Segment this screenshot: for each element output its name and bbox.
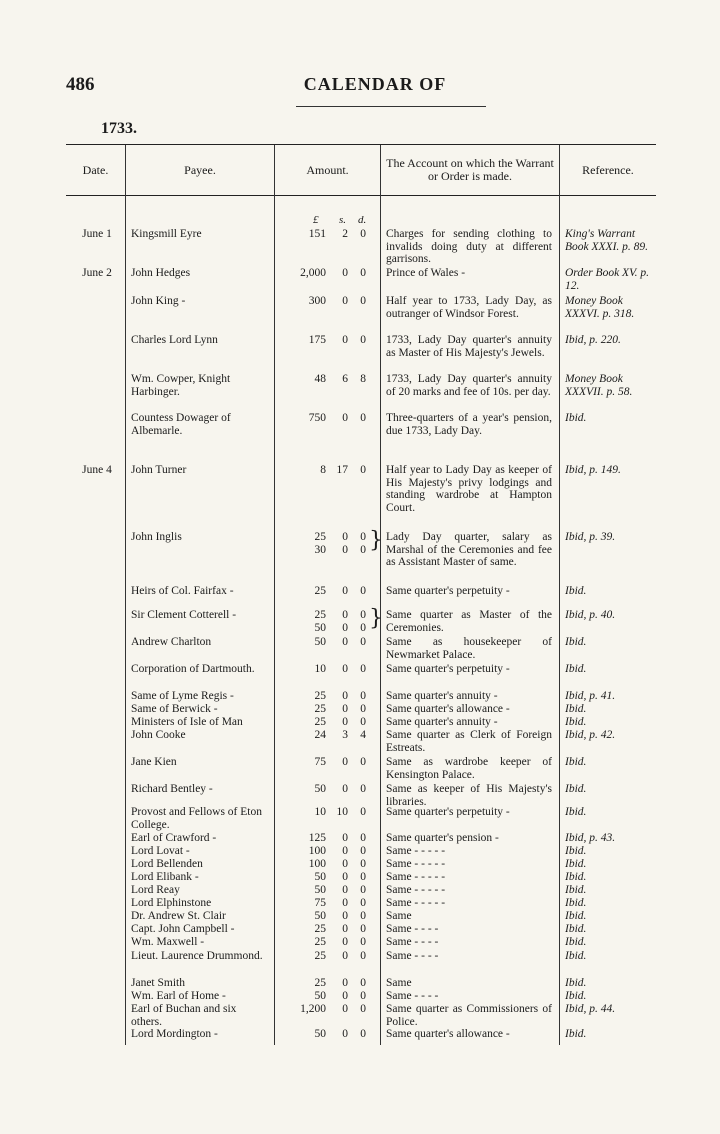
- amount-pence: 0: [360, 334, 366, 346]
- entry-amount: [284, 609, 370, 634]
- entry-amount: [284, 295, 370, 308]
- amount-second-line: 30: [314, 543, 326, 556]
- amount-pence: 0: [360, 990, 366, 1002]
- amount-pence: 0: [360, 716, 366, 728]
- entry-amount: [284, 1003, 370, 1016]
- column-header-amount: Amount.: [306, 162, 349, 177]
- entry-payee: Corporation of Dartmouth.: [131, 663, 255, 675]
- amount-pounds: 1,200: [300, 1003, 326, 1015]
- amount-shillings: 0: [342, 897, 348, 909]
- entry-account: Same: [386, 910, 412, 922]
- entry-account: Same quarter's allowance -: [386, 703, 510, 715]
- amount-pence: 0: [360, 690, 366, 702]
- amount-shillings: 3: [342, 729, 348, 741]
- amount-pence: 0: [360, 950, 366, 962]
- table-header-rule: [66, 195, 656, 196]
- amount-pounds: 8: [320, 464, 326, 476]
- entry-reference: Ibid.: [565, 858, 587, 870]
- entry-account: Prince of Wales -: [386, 267, 466, 279]
- amount-pence: 0: [360, 636, 366, 648]
- amount-pence: 0: [360, 609, 366, 621]
- amount-pounds: 25: [314, 977, 326, 989]
- entry-payee: Same of Lyme Regis -: [131, 690, 234, 702]
- amount-shillings: 0: [342, 990, 348, 1002]
- amount-pence: 0: [360, 1028, 366, 1040]
- amount-shillings: 0: [342, 690, 348, 702]
- page-number: 486: [66, 74, 95, 95]
- entry-amount: [284, 373, 370, 386]
- amount-pounds: 25: [314, 703, 326, 715]
- amount-pence: 0: [360, 832, 366, 844]
- entry-payee: Countess Dowager of Albemarle.: [131, 412, 231, 437]
- entry-account: Same quarter's perpetuity -: [386, 806, 510, 818]
- amount-pence: 0: [360, 923, 366, 935]
- entry-payee: Same of Berwick -: [131, 703, 218, 715]
- entry-reference: Ibid.: [565, 884, 587, 896]
- entry-amount: [284, 531, 370, 556]
- currency-pence: d.: [358, 214, 367, 226]
- currency-shillings: s.: [339, 214, 347, 226]
- entry-account: Same quarter's annuity -: [386, 690, 498, 702]
- entry-payee: Kingsmill Eyre: [131, 228, 202, 240]
- amount-shillings: 0: [342, 663, 348, 675]
- entry-account: Same quarter's annuity -: [386, 716, 498, 728]
- amount-shillings: 0: [342, 936, 348, 948]
- amount-second-line: 0: [360, 543, 366, 556]
- entry-payee: Lieut. Laurence Drummond.: [131, 950, 263, 962]
- amount-pence: 0: [360, 977, 366, 989]
- amount-shillings: 0: [342, 609, 348, 621]
- column-divider: [559, 145, 560, 1045]
- amount-shillings: 2: [342, 228, 348, 240]
- amount-pounds: 25: [314, 690, 326, 702]
- amount-pounds: 2,000: [300, 267, 326, 279]
- entry-reference: Ibid.: [565, 756, 587, 768]
- amount-pence: 0: [360, 897, 366, 909]
- entry-amount: [284, 923, 370, 936]
- entry-account: Same quarter's perpetuity -: [386, 585, 510, 597]
- amount-pounds: 25: [314, 609, 326, 621]
- amount-shillings: 0: [342, 585, 348, 597]
- entry-reference: Ibid, p. 149.: [565, 464, 621, 476]
- amount-pence: 0: [360, 585, 366, 597]
- entry-account: Same: [386, 977, 412, 989]
- entry-payee: Wm. Earl of Home -: [131, 990, 226, 1002]
- entry-payee: Wm. Cowper, Knight Harbinger.: [131, 373, 231, 398]
- entry-reference: Ibid.: [565, 990, 587, 1002]
- entry-payee: Wm. Maxwell -: [131, 936, 205, 948]
- amount-shillings: 0: [342, 1028, 348, 1040]
- amount-pounds: 50: [314, 1028, 326, 1040]
- entry-account: Same - - - - -: [386, 858, 446, 870]
- amount-shillings: 0: [342, 334, 348, 346]
- amount-pounds: 50: [314, 884, 326, 896]
- entry-payee: John Cooke: [131, 729, 186, 741]
- amount-shillings: 0: [342, 1003, 348, 1015]
- entry-reference: Ibid.: [565, 703, 587, 715]
- entry-reference: King's Warrant Book XXXI. p. 89.: [565, 228, 649, 253]
- amount-pence: 0: [360, 910, 366, 922]
- amount-second-line: 0: [342, 621, 348, 634]
- entry-payee: Lord Bellenden: [131, 858, 203, 870]
- amount-pounds: 100: [308, 845, 326, 857]
- column-divider: [380, 145, 381, 1045]
- amount-shillings: 0: [342, 977, 348, 989]
- entry-account: Same quarter's pension -: [386, 832, 499, 844]
- column-header-payee: Payee.: [184, 162, 216, 177]
- amount-pence: 0: [360, 845, 366, 857]
- amount-pounds: 50: [314, 871, 326, 883]
- amount-shillings: 0: [342, 871, 348, 883]
- entry-amount: [284, 845, 370, 858]
- entry-payee: Heirs of Col. Fairfax -: [131, 585, 234, 597]
- entry-amount: [284, 977, 370, 990]
- amount-shillings: 10: [336, 806, 348, 818]
- entry-account: Same - - - - -: [386, 871, 446, 883]
- amount-shillings: 0: [342, 267, 348, 279]
- entry-account: Same quarter's allowance -: [386, 1028, 510, 1040]
- amount-pounds: 125: [308, 832, 326, 844]
- entry-reference: Ibid.: [565, 663, 587, 675]
- entry-amount: [284, 806, 370, 819]
- amount-pounds: 75: [314, 897, 326, 909]
- amount-pounds: 50: [314, 636, 326, 648]
- amount-pounds: 10: [314, 806, 326, 818]
- entry-amount: [284, 267, 370, 280]
- entry-amount: [284, 783, 370, 796]
- amount-pounds: 175: [308, 334, 326, 346]
- amount-shillings: 0: [342, 412, 348, 424]
- amount-pence: 0: [360, 464, 366, 476]
- entry-reference: Ibid, p. 40.: [565, 609, 616, 621]
- entry-account: Same - - - -: [386, 936, 439, 948]
- amount-pence: 0: [360, 663, 366, 675]
- entry-payee: Provost and Fellows of Eton College.: [131, 806, 262, 831]
- amount-pounds: 25: [314, 950, 326, 962]
- entry-date: June 1: [82, 228, 112, 240]
- amount-pence: 4: [360, 729, 366, 741]
- amount-pounds: 151: [308, 228, 326, 240]
- entry-amount: [284, 871, 370, 884]
- amount-pence: 0: [360, 756, 366, 768]
- column-header-account: The Account on which the Warrant or Order is made.: [386, 156, 554, 183]
- amount-shillings: 0: [342, 636, 348, 648]
- amount-pounds: 25: [314, 923, 326, 935]
- amount-pence: 0: [360, 871, 366, 883]
- amount-pence: 0: [360, 806, 366, 818]
- entry-reference: Ibid.: [565, 1028, 587, 1040]
- entry-reference: Ibid.: [565, 412, 587, 424]
- entry-reference: Ibid, p. 39.: [565, 531, 616, 543]
- entry-payee: John Inglis: [131, 531, 182, 543]
- amount-shillings: 0: [342, 845, 348, 857]
- entry-account: Same - - - - -: [386, 897, 446, 909]
- entry-reference: Ibid.: [565, 897, 587, 909]
- entry-payee: Lord Elphinstone: [131, 897, 212, 909]
- entry-account: Half year to 1733, Lady Day, as outranger of Windsor Forest.: [386, 295, 552, 320]
- entry-reference: Ibid, p. 43.: [565, 832, 616, 844]
- amount-pounds: 48: [314, 373, 326, 385]
- entry-reference: Ibid, p. 42.: [565, 729, 616, 741]
- amount-pounds: 50: [314, 990, 326, 1002]
- entry-account: Lady Day quarter, salary as Marshal of the Ceremonies and fee as Assistant Master of same.: [386, 531, 552, 568]
- amount-pence: 0: [360, 228, 366, 240]
- amount-pounds: 25: [314, 716, 326, 728]
- year-heading: 1733.: [101, 120, 137, 137]
- entry-reference: Ibid.: [565, 950, 587, 962]
- amount-shillings: 0: [342, 832, 348, 844]
- entry-payee: Jane Kien: [131, 756, 177, 768]
- amount-pounds: 75: [314, 756, 326, 768]
- entry-payee: John King -: [131, 295, 186, 307]
- amount-shillings: 0: [342, 703, 348, 715]
- entry-payee: Lord Reay: [131, 884, 180, 896]
- entry-account: Same - - - -: [386, 990, 439, 1002]
- amount-second-line: 0: [360, 621, 366, 634]
- amount-pounds: 50: [314, 910, 326, 922]
- entry-amount: [284, 910, 370, 923]
- entry-reference: Order Book XV. p. 12.: [565, 267, 650, 292]
- entry-amount: [284, 936, 370, 949]
- amount-pounds: 300: [308, 295, 326, 307]
- entry-reference: Money Book XXXVII. p. 58.: [565, 373, 633, 398]
- currency-pounds: £: [313, 214, 319, 226]
- entry-payee: Sir Clement Cotterell -: [131, 609, 237, 621]
- entry-payee: Lord Lovat -: [131, 845, 190, 857]
- entry-reference: Ibid.: [565, 806, 587, 818]
- column-header-reference: Reference.: [582, 162, 634, 177]
- entry-reference: Ibid, p. 44.: [565, 1003, 616, 1015]
- entry-reference: Ibid, p. 41.: [565, 690, 616, 702]
- amount-shillings: 0: [342, 716, 348, 728]
- entry-amount: [284, 464, 370, 477]
- entry-reference: Money Book XXXVI. p. 318.: [565, 295, 635, 320]
- entry-reference: Ibid.: [565, 636, 587, 648]
- entry-reference: Ibid.: [565, 936, 587, 948]
- entry-payee: Lord Mordington -: [131, 1028, 218, 1040]
- amount-shillings: 0: [342, 950, 348, 962]
- entry-amount: [284, 950, 370, 963]
- amount-shillings: 0: [342, 756, 348, 768]
- amount-shillings: 0: [342, 923, 348, 935]
- amount-pence: 0: [360, 884, 366, 896]
- entry-amount: [284, 756, 370, 769]
- entry-payee: Richard Bentley -: [131, 783, 213, 795]
- entry-amount: [284, 884, 370, 897]
- entry-payee: Janet Smith: [131, 977, 185, 989]
- amount-pence: 0: [360, 412, 366, 424]
- entry-account: Same - - - -: [386, 923, 439, 935]
- column-divider: [125, 145, 126, 1045]
- entry-amount: [284, 1028, 370, 1041]
- entry-payee: Lord Elibank -: [131, 871, 199, 883]
- amount-pounds: 24: [314, 729, 326, 741]
- amount-pounds: 25: [314, 531, 326, 543]
- entry-account: Same - - - -: [386, 950, 439, 962]
- amount-pence: 8: [360, 373, 366, 385]
- entry-payee: John Turner: [131, 464, 187, 476]
- amount-shillings: 0: [342, 783, 348, 795]
- amount-shillings: 0: [342, 295, 348, 307]
- entry-reference: Ibid.: [565, 783, 587, 795]
- entry-account: Same quarter as Master of the Ceremonies.: [386, 609, 552, 634]
- entry-account: Same - - - - -: [386, 845, 446, 857]
- entry-amount: [284, 703, 370, 716]
- entry-amount: [284, 990, 370, 1003]
- entry-account: Same as wardrobe keeper of Kensington Palace.: [386, 756, 552, 781]
- grouping-brace: }: [369, 528, 383, 553]
- entry-reference: Ibid.: [565, 910, 587, 922]
- running-title: CALENDAR OF: [303, 74, 447, 94]
- entry-amount: [284, 729, 370, 742]
- entry-account: Same as housekeeper of Newmarket Palace.: [386, 636, 552, 661]
- entry-amount: [284, 412, 370, 425]
- amount-pence: 0: [360, 267, 366, 279]
- entry-account: Charges for sending clothing to invalids doing duty at different garrisons.: [386, 228, 552, 265]
- amount-shillings: 17: [336, 464, 348, 476]
- column-header-date: Date.: [82, 162, 109, 177]
- entry-amount: [284, 228, 370, 241]
- entry-payee: John Hedges: [131, 267, 191, 279]
- entry-amount: [284, 636, 370, 649]
- entry-date: June 2: [82, 267, 112, 279]
- amount-pounds: 100: [308, 858, 326, 870]
- amount-pence: 0: [360, 936, 366, 948]
- amount-pounds: 25: [314, 585, 326, 597]
- entry-account: Same quarter as Clerk of Foreign Estreats.: [386, 729, 552, 754]
- amount-second-line: 0: [342, 543, 348, 556]
- amount-pounds: 25: [314, 936, 326, 948]
- entry-account: Three-quarters of a year's pension, due 1733, Lady Day.: [386, 412, 552, 437]
- entry-account: 1733, Lady Day quarter's annuity as Master of His Majesty's Jewels.: [386, 334, 552, 359]
- amount-pence: 0: [360, 1003, 366, 1015]
- entry-amount: [284, 832, 370, 845]
- entry-date: June 4: [82, 464, 112, 476]
- entry-payee: Ministers of Isle of Man: [131, 716, 243, 728]
- entry-reference: Ibid.: [565, 871, 587, 883]
- entry-payee: Andrew Charlton: [131, 636, 212, 648]
- entry-reference: Ibid.: [565, 716, 587, 728]
- entry-reference: Ibid.: [565, 923, 587, 935]
- amount-pence: 0: [360, 783, 366, 795]
- amount-shillings: 0: [342, 884, 348, 896]
- entry-amount: [284, 897, 370, 910]
- amount-pence: 0: [360, 858, 366, 870]
- table-top-rule: [66, 144, 656, 145]
- entry-payee: Charles Lord Lynn: [131, 334, 218, 346]
- amount-pence: 0: [360, 703, 366, 715]
- amount-pence: 0: [360, 531, 366, 543]
- amount-second-line: 50: [314, 621, 326, 634]
- amount-shillings: 0: [342, 858, 348, 870]
- entry-payee: Earl of Crawford -: [131, 832, 217, 844]
- amount-pounds: 10: [314, 663, 326, 675]
- amount-pounds: 750: [308, 412, 326, 424]
- entry-account: Same quarter's perpetuity -: [386, 663, 510, 675]
- entry-account: 1733, Lady Day quarter's annuity of 20 marks and fee of 10s. per day.: [386, 373, 552, 398]
- grouping-brace: }: [369, 606, 383, 631]
- entry-account: Half year to Lady Day as keeper of His Majesty's privy lodgings and standing wardrobe at Hampton Court.: [386, 464, 552, 514]
- amount-shillings: 6: [342, 373, 348, 385]
- title-rule: [296, 106, 486, 107]
- amount-shillings: 0: [342, 531, 348, 543]
- entry-amount: [284, 334, 370, 347]
- entry-amount: [284, 716, 370, 729]
- entry-reference: Ibid.: [565, 977, 587, 989]
- amount-pence: 0: [360, 295, 366, 307]
- entry-account: Same quarter as Commissioners of Police.: [386, 1003, 552, 1028]
- entry-amount: [284, 858, 370, 871]
- entry-account: Same - - - - -: [386, 884, 446, 896]
- amount-shillings: 0: [342, 910, 348, 922]
- entry-payee: Capt. John Campbell -: [131, 923, 235, 935]
- entry-account: Same as keeper of His Majesty's libraries.: [386, 783, 552, 808]
- entry-amount: [284, 585, 370, 598]
- entry-amount: [284, 663, 370, 676]
- entry-payee: Earl of Buchan and six others.: [131, 1003, 237, 1028]
- entry-reference: Ibid.: [565, 585, 587, 597]
- entry-payee: Dr. Andrew St. Clair: [131, 910, 226, 922]
- amount-pounds: 50: [314, 783, 326, 795]
- entry-amount: [284, 690, 370, 703]
- entry-reference: Ibid, p. 220.: [565, 334, 621, 346]
- column-divider: [274, 145, 275, 1045]
- entry-reference: Ibid.: [565, 845, 587, 857]
